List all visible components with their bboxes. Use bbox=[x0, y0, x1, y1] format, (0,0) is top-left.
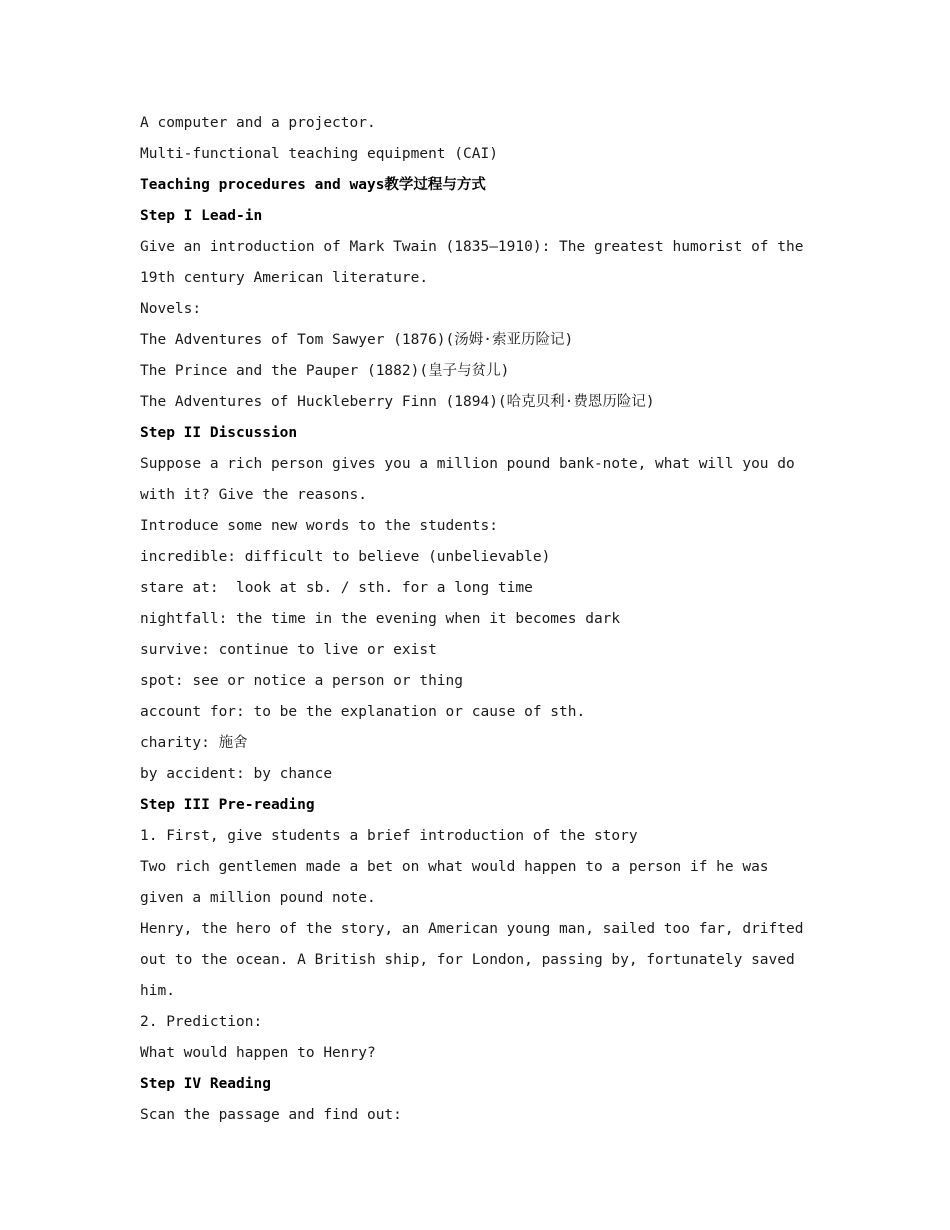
vocab-item: survive: continue to live or exist bbox=[140, 642, 437, 658]
text-line: Scan the passage and find out: bbox=[140, 1107, 402, 1123]
step-heading: Step III Pre-reading bbox=[140, 797, 315, 813]
step-heading: Step II Discussion bbox=[140, 425, 298, 441]
list-item: The Prince and the Pauper (1882)(皇子与贫儿) bbox=[140, 363, 510, 379]
text-line: Multi-functional teaching equipment (CAI) bbox=[140, 146, 498, 162]
paragraph: Give an introduction of Mark Twain (1835—1910): The greatest humorist of the 19th century American literature. bbox=[140, 239, 804, 286]
text-line: 2. Prediction: bbox=[140, 1014, 263, 1030]
step-heading: Step I Lead-in bbox=[140, 208, 263, 224]
vocab-item: spot: see or notice a person or thing bbox=[140, 673, 464, 689]
document-body bbox=[140, 108, 820, 1131]
text-line: A computer and a projector. bbox=[140, 115, 376, 131]
paragraph: Suppose a rich person gives you a million pound bank-note, what will you do with it? Give the reasons. bbox=[140, 456, 795, 503]
text-line: Novels: bbox=[140, 301, 202, 317]
list-item: The Adventures of Huckleberry Finn (1894)(哈克贝利·费恩历险记) bbox=[140, 394, 655, 410]
paragraph: Henry, the hero of the story, an American young man, sailed too far, drifted out to the ocean. A British ship, for London, passing by, fortunately saved him. bbox=[140, 921, 804, 999]
text-line: 1. First, give students a brief introduction of the story bbox=[140, 828, 638, 844]
vocab-item: charity: 施舍 bbox=[140, 735, 248, 751]
vocab-item: account for: to be the explanation or cause of sth. bbox=[140, 704, 586, 720]
vocab-item: stare at: look at sb. / sth. for a long time bbox=[140, 580, 533, 596]
section-heading: Teaching procedures and ways教学过程与方式 bbox=[140, 177, 486, 193]
list-item: The Adventures of Tom Sawyer (1876)(汤姆·索亚历险记) bbox=[140, 332, 574, 348]
paragraph: Two rich gentlemen made a bet on what would happen to a person if he was given a million pound note. bbox=[140, 859, 769, 906]
vocab-item: incredible: difficult to believe (unbelievable) bbox=[140, 549, 551, 565]
text-line: What would happen to Henry? bbox=[140, 1045, 376, 1061]
vocab-item: nightfall: the time in the evening when it becomes dark bbox=[140, 611, 621, 627]
text-line: Introduce some new words to the students: bbox=[140, 518, 498, 534]
step-heading: Step IV Reading bbox=[140, 1076, 271, 1092]
vocab-item: by accident: by chance bbox=[140, 766, 333, 782]
